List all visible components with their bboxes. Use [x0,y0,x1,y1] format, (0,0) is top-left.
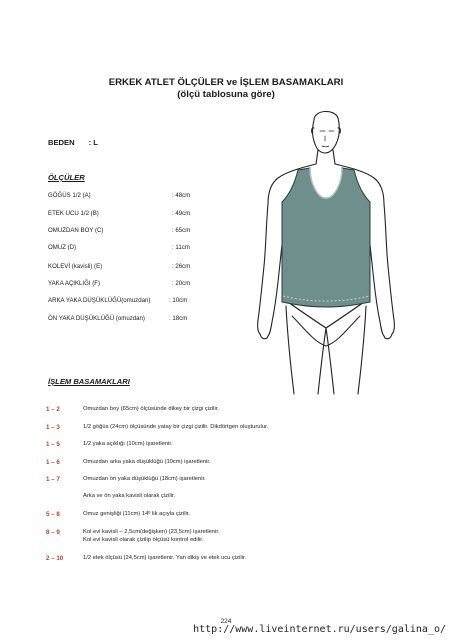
measurements-heading: ÖLÇÜLER [48,173,85,182]
page-title: ERKEK ATLET ÖLÇÜLER ve İŞLEM BASAMAKLARI [108,77,344,88]
step-number: 1 – 5 [46,441,60,448]
watermark-url: http://www.liveinternet.ru/users/galina_o/ [193,624,446,635]
step-number: 5 – 8 [46,511,60,518]
step-text: 1/2 yaka açıklığı (10cm) işaretlenir. [83,441,173,447]
measurement-value: : 11cm [172,244,190,251]
step-text: 1/2 göğüs (24cm) ölçüsünde yatay bir çizgi çizilir. Dikdörtgen oluşturulur. [83,424,269,430]
step-text-continued: Kol evi kavisli olarak çizilip ölçüsü kontrol edilir. [83,537,204,543]
measurement-row [48,192,191,199]
measurement-value: : 48cm [172,192,191,199]
measurement-label: GÖĞÜS 1/2 (A) [48,192,91,199]
step-number: 2 – 10 [46,555,64,562]
page-number: 224 [220,618,232,625]
measurement-value: : 49cm [172,210,191,217]
measurement-label: OMUZ (D) [48,244,77,251]
measurement-label: KOLEVİ (kavisli) (E) [48,263,103,270]
measurement-label: YAKA AÇIKLIĞI (F) [48,280,101,287]
measurement-row [48,210,191,217]
step-text: Omuzdan ön yaka düşüklüğü (18cm) işaretlenir. [83,476,206,482]
step-number: 1 – 7 [46,476,60,483]
measurement-value: : 26cm [172,263,191,270]
measurement-value: : 10cm [169,297,188,304]
page-subtitle: (ölçü tablosuna göre) [177,89,275,100]
step-text: 1/2 etek ölçüsü (24,5cm) işaretlenir. Yan dikiş ve etek ucu çizilir. [83,555,247,561]
tank-top-figure [230,106,420,396]
measurement-row [48,315,188,322]
step-number: 1 – 6 [46,459,60,466]
measurement-label: ÖN YAKA DÜŞÜKLÜĞÜ (omuzdan) [48,315,145,322]
size-label: BEDEN [48,138,75,147]
measurement-value: : 18cm [169,315,188,322]
step-text: Omuzdan boy (65cm) ölçüsünde dikey bir çizgi çizilir. [83,406,219,412]
measurement-row [48,227,191,234]
step-text: Arka ve ön yaka kavisli olarak çizilir. [83,493,176,499]
step-text: Kol evi kavisli – 2,5cm(değişken) (23,5cm) işaretlenir. [83,529,220,535]
measurement-value: : 65cm [172,227,191,234]
measurement-value: : 20cm [172,280,191,287]
step-number: 1 – 2 [46,406,60,413]
measurement-row [48,244,190,251]
step-number: 8 – 9 [46,529,60,536]
tank-top-garment [282,168,370,307]
measurement-label: ARKA YAKA DÜŞÜKLÜĞÜ(omuzdan) [48,297,151,304]
measurement-row [48,263,191,270]
size-line [48,138,98,147]
measurement-label: OMUZDAN BOY (C) [48,227,104,234]
measurement-row [48,280,191,287]
step-number: 1 – 3 [46,424,60,431]
measurement-row [48,297,188,304]
size-value: : L [88,138,98,147]
step-text: Omuzdan arka yaka düşüklüğü (10cm) işaretlenir. [83,459,211,465]
step-text: Omuz genişliği (11cm) 14º lik açıyla çizilir. [83,511,191,517]
steps-heading: İŞLEM BASAMAKLARI [48,377,130,386]
measurement-label: ETEK UCU 1/2 (B) [48,210,99,217]
